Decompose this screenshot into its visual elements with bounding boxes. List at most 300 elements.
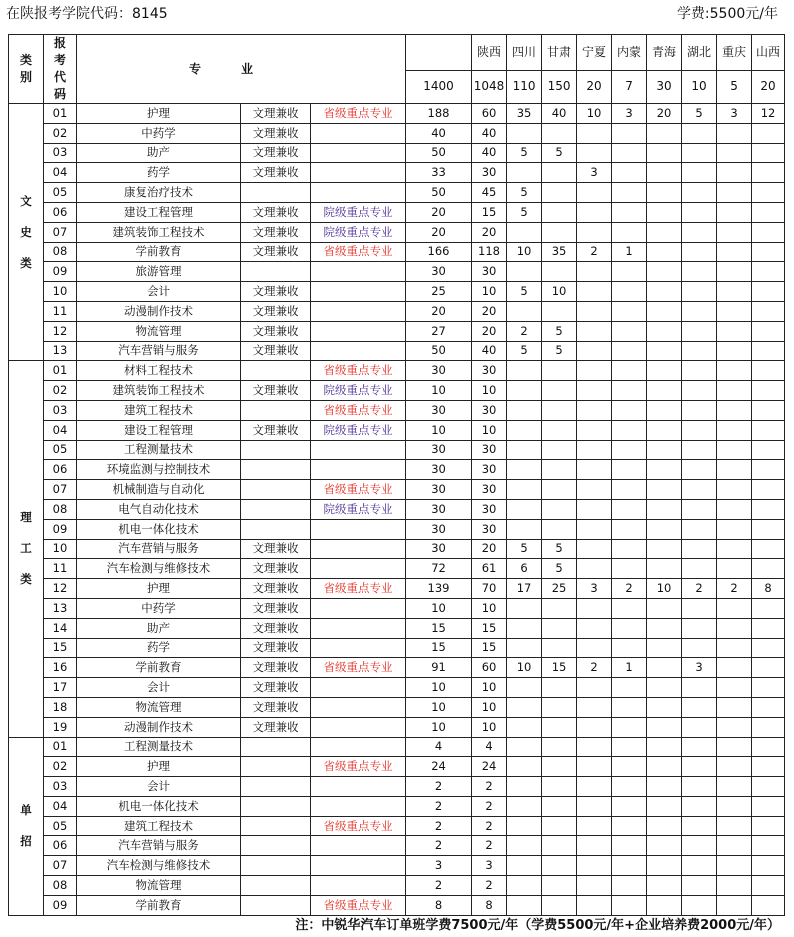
province-quota-cell [507, 499, 542, 519]
province-quota-cell [647, 519, 682, 539]
province-total: 5 [717, 70, 752, 103]
province-quota-cell [717, 816, 752, 836]
province-quota-cell [682, 242, 717, 262]
section-category-cell [9, 737, 44, 915]
province-quota-cell [717, 559, 752, 579]
province-quota-cell [717, 282, 752, 302]
total-cell: 25 [406, 282, 472, 302]
key-major-tag-cell [311, 539, 406, 559]
code-header-char: 考 [53, 53, 66, 67]
code-cell: 02 [44, 123, 77, 143]
province-quota-cell [507, 876, 542, 896]
total-cell: 2 [406, 816, 472, 836]
province-quota-cell: 61 [472, 559, 507, 579]
province-quota-cell [682, 816, 717, 836]
province-quota-cell [577, 856, 612, 876]
code-cell: 05 [44, 440, 77, 460]
province-quota-cell: 15 [472, 202, 507, 222]
province-header: 内蒙 [612, 35, 647, 71]
major-cell: 药学 [77, 638, 241, 658]
province-quota-cell [647, 856, 682, 876]
code-cell: 08 [44, 499, 77, 519]
province-quota-cell [717, 678, 752, 698]
total-cell: 10 [406, 420, 472, 440]
province-quota-cell [507, 777, 542, 797]
table-row [9, 638, 785, 658]
province-quota-cell [752, 816, 785, 836]
province-quota-cell [647, 262, 682, 282]
province-quota-cell: 2 [472, 796, 507, 816]
province-quota-cell [542, 381, 577, 401]
province-quota-cell [752, 717, 785, 737]
admission-mode-cell [241, 856, 311, 876]
province-quota-cell [682, 678, 717, 698]
province-quota-cell [647, 777, 682, 797]
province-quota-cell [577, 757, 612, 777]
admission-mode-cell: 文理兼收 [241, 579, 311, 599]
province-quota-cell [682, 499, 717, 519]
admission-mode-cell [241, 895, 311, 915]
province-quota-cell [752, 678, 785, 698]
province-quota-cell: 30 [472, 480, 507, 500]
province-quota-cell: 2 [472, 816, 507, 836]
province-quota-cell [717, 400, 752, 420]
province-quota-cell: 10 [507, 658, 542, 678]
province-quota-cell [682, 262, 717, 282]
total-cell: 2 [406, 876, 472, 896]
province-quota-cell [752, 856, 785, 876]
province-quota-cell [717, 836, 752, 856]
province-quota-cell [682, 321, 717, 341]
province-quota-cell: 10 [472, 598, 507, 618]
admission-mode-cell: 文理兼收 [241, 618, 311, 638]
province-quota-cell [577, 123, 612, 143]
province-quota-cell [612, 598, 647, 618]
major-cell: 护理 [77, 104, 241, 124]
total-cell: 10 [406, 697, 472, 717]
province-quota-cell [507, 163, 542, 183]
province-quota-cell [542, 183, 577, 203]
admission-mode-cell: 文理兼收 [241, 598, 311, 618]
province-quota-cell: 10 [647, 579, 682, 599]
province-quota-cell [647, 381, 682, 401]
province-quota-cell [682, 796, 717, 816]
total-header-blank [406, 35, 472, 71]
major-cell: 汽车检测与维修技术 [77, 856, 241, 876]
code-cell: 19 [44, 717, 77, 737]
province-quota-cell [682, 123, 717, 143]
code-cell: 13 [44, 598, 77, 618]
province-quota-cell [612, 440, 647, 460]
key-major-tag-cell [311, 876, 406, 896]
province-quota-cell [542, 697, 577, 717]
admission-mode-cell: 文理兼收 [241, 282, 311, 302]
province-quota-cell: 8 [752, 579, 785, 599]
key-major-tag-cell: 省级重点专业 [311, 757, 406, 777]
table-row [9, 499, 785, 519]
total-cell: 30 [406, 480, 472, 500]
key-major-tag-cell [311, 460, 406, 480]
province-quota-cell [507, 301, 542, 321]
admission-mode-cell [241, 262, 311, 282]
province-quota-cell: 5 [542, 559, 577, 579]
table-row [9, 836, 785, 856]
province-quota-cell [647, 202, 682, 222]
admission-mode-cell: 文理兼收 [241, 658, 311, 678]
province-header: 宁夏 [577, 35, 612, 71]
province-quota-cell [577, 796, 612, 816]
admission-mode-cell [241, 480, 311, 500]
province-quota-cell [542, 836, 577, 856]
admission-mode-cell [241, 361, 311, 381]
province-quota-cell [752, 460, 785, 480]
province-quota-cell [717, 737, 752, 757]
province-quota-cell [507, 836, 542, 856]
major-cell: 材料工程技术 [77, 361, 241, 381]
province-quota-cell: 24 [472, 757, 507, 777]
category-header [9, 35, 44, 104]
key-major-tag-cell: 省级重点专业 [311, 816, 406, 836]
table-row [9, 480, 785, 500]
code-header-char: 代 [53, 70, 66, 84]
province-quota-cell [682, 539, 717, 559]
table-row [9, 598, 785, 618]
province-quota-cell [542, 480, 577, 500]
province-quota-cell [577, 321, 612, 341]
province-quota-cell: 30 [472, 163, 507, 183]
code-cell: 09 [44, 895, 77, 915]
key-major-tag-cell [311, 697, 406, 717]
key-major-tag-cell [311, 856, 406, 876]
province-quota-cell [507, 895, 542, 915]
province-quota-cell [682, 440, 717, 460]
admission-mode-cell: 文理兼收 [241, 222, 311, 242]
province-quota-cell [577, 638, 612, 658]
province-quota-cell: 2 [507, 321, 542, 341]
table-row [9, 816, 785, 836]
province-quota-cell: 5 [542, 143, 577, 163]
code-cell: 11 [44, 301, 77, 321]
province-quota-cell [752, 777, 785, 797]
category-header-char: 类 [19, 53, 32, 67]
code-cell: 13 [44, 341, 77, 361]
province-quota-cell [542, 202, 577, 222]
major-cell: 建筑装饰工程技术 [77, 222, 241, 242]
key-major-tag-cell [311, 559, 406, 579]
table-row [9, 282, 785, 302]
province-header: 青海 [647, 35, 682, 71]
province-quota-cell: 5 [507, 183, 542, 203]
province-quota-cell: 5 [542, 321, 577, 341]
province-quota-cell [717, 460, 752, 480]
province-quota-cell [507, 381, 542, 401]
province-quota-cell [717, 361, 752, 381]
province-quota-cell [752, 658, 785, 678]
province-quota-cell: 15 [472, 618, 507, 638]
code-cell: 07 [44, 480, 77, 500]
province-quota-cell [717, 222, 752, 242]
province-quota-cell [647, 163, 682, 183]
major-cell: 物流管理 [77, 697, 241, 717]
admission-mode-cell: 文理兼收 [241, 123, 311, 143]
table-row [9, 895, 785, 915]
code-cell: 15 [44, 638, 77, 658]
province-quota-cell: 4 [472, 737, 507, 757]
province-quota-cell [752, 123, 785, 143]
province-quota-cell [577, 618, 612, 638]
key-major-tag-cell [311, 638, 406, 658]
province-quota-cell [542, 757, 577, 777]
province-quota-cell: 30 [472, 400, 507, 420]
code-cell: 12 [44, 579, 77, 599]
total-cell: 30 [406, 460, 472, 480]
province-total: 20 [752, 70, 785, 103]
major-cell: 建设工程管理 [77, 420, 241, 440]
province-quota-cell [717, 143, 752, 163]
province-quota-cell [682, 341, 717, 361]
province-quota-cell [612, 816, 647, 836]
province-quota-cell [647, 400, 682, 420]
province-quota-cell [577, 420, 612, 440]
province-quota-cell [752, 183, 785, 203]
province-quota-cell [752, 163, 785, 183]
province-quota-cell [752, 499, 785, 519]
province-quota-cell [647, 499, 682, 519]
code-cell: 04 [44, 420, 77, 440]
province-quota-cell [717, 420, 752, 440]
province-quota-cell [542, 856, 577, 876]
province-quota-cell [577, 678, 612, 698]
table-row [9, 123, 785, 143]
province-quota-cell: 3 [612, 104, 647, 124]
code-cell: 02 [44, 381, 77, 401]
total-cell: 30 [406, 519, 472, 539]
province-quota-cell [752, 638, 785, 658]
section-category-char: 单 [20, 803, 32, 818]
province-quota-cell [682, 876, 717, 896]
province-quota-cell [507, 697, 542, 717]
province-quota-cell: 15 [472, 638, 507, 658]
table-row [9, 796, 785, 816]
province-quota-cell: 2 [472, 876, 507, 896]
admission-mode-cell [241, 440, 311, 460]
province-quota-cell: 40 [472, 123, 507, 143]
table-row [9, 440, 785, 460]
tuition-text: 学费:5500元/年 [676, 6, 778, 22]
major-cell: 物流管理 [77, 321, 241, 341]
total-cell: 30 [406, 400, 472, 420]
province-quota-cell [682, 519, 717, 539]
code-cell: 04 [44, 796, 77, 816]
major-cell: 助产 [77, 618, 241, 638]
province-quota-cell [717, 499, 752, 519]
province-quota-cell [682, 856, 717, 876]
province-quota-cell [507, 420, 542, 440]
major-cell: 物流管理 [77, 876, 241, 896]
section-category-char: 工 [20, 541, 32, 556]
total-cell: 2 [406, 777, 472, 797]
total-cell: 20 [406, 222, 472, 242]
table-row [9, 876, 785, 896]
province-quota-cell [507, 856, 542, 876]
province-quota-cell [682, 460, 717, 480]
province-quota-cell [752, 737, 785, 757]
key-major-tag-cell: 院级重点专业 [311, 222, 406, 242]
province-quota-cell [577, 480, 612, 500]
key-major-tag-cell [311, 618, 406, 638]
province-quota-cell [647, 796, 682, 816]
province-quota-cell [577, 697, 612, 717]
code-cell: 01 [44, 104, 77, 124]
code-cell: 08 [44, 876, 77, 896]
table-row [9, 579, 785, 599]
province-quota-cell [647, 480, 682, 500]
major-cell: 会计 [77, 777, 241, 797]
province-quota-cell [682, 895, 717, 915]
province-quota-cell [612, 321, 647, 341]
province-quota-cell [612, 796, 647, 816]
province-quota-cell: 5 [507, 202, 542, 222]
admission-mode-cell [241, 737, 311, 757]
admission-mode-cell: 文理兼收 [241, 242, 311, 262]
section-category-char: 类 [20, 255, 32, 270]
province-quota-cell [577, 440, 612, 460]
total-cell: 10 [406, 678, 472, 698]
province-quota-cell: 2 [717, 579, 752, 599]
major-cell: 学前教育 [77, 658, 241, 678]
province-quota-cell [647, 618, 682, 638]
province-quota-cell [647, 301, 682, 321]
province-quota-cell [612, 480, 647, 500]
province-quota-cell: 40 [472, 341, 507, 361]
section-category-cell [9, 104, 44, 361]
province-quota-cell [752, 757, 785, 777]
province-quota-cell [577, 460, 612, 480]
province-header: 重庆 [717, 35, 752, 71]
admission-mode-cell: 文理兼收 [241, 301, 311, 321]
province-quota-cell: 30 [472, 262, 507, 282]
province-quota-cell: 40 [542, 104, 577, 124]
province-quota-cell: 30 [472, 460, 507, 480]
key-major-tag-cell [311, 163, 406, 183]
admission-mode-cell [241, 460, 311, 480]
province-quota-cell: 10 [472, 697, 507, 717]
key-major-tag-cell [311, 123, 406, 143]
province-total: 7 [612, 70, 647, 103]
major-cell: 动漫制作技术 [77, 301, 241, 321]
province-quota-cell [612, 420, 647, 440]
table-row [9, 420, 785, 440]
table-row [9, 697, 785, 717]
province-quota-cell [717, 440, 752, 460]
province-quota-cell [647, 420, 682, 440]
table-row [9, 777, 785, 797]
province-quota-cell [717, 242, 752, 262]
key-major-tag-cell: 院级重点专业 [311, 420, 406, 440]
key-major-tag-cell: 省级重点专业 [311, 895, 406, 915]
section-category-char: 招 [20, 834, 32, 849]
table-header-row [9, 35, 785, 71]
province-quota-cell: 6 [507, 559, 542, 579]
province-quota-cell [717, 697, 752, 717]
key-major-tag-cell: 院级重点专业 [311, 499, 406, 519]
key-major-tag-cell: 省级重点专业 [311, 579, 406, 599]
province-quota-cell [647, 361, 682, 381]
key-major-tag-cell: 省级重点专业 [311, 480, 406, 500]
province-total: 30 [647, 70, 682, 103]
province-quota-cell [647, 143, 682, 163]
province-quota-cell [577, 559, 612, 579]
province-quota-cell [752, 321, 785, 341]
province-quota-cell: 10 [472, 282, 507, 302]
province-quota-cell [612, 559, 647, 579]
table-row [9, 321, 785, 341]
province-quota-cell [752, 836, 785, 856]
page-header [6, 3, 778, 23]
table-row [9, 737, 785, 757]
section-category-char: 类 [20, 572, 32, 587]
total-cell: 10 [406, 381, 472, 401]
key-major-tag-cell [311, 143, 406, 163]
admission-mode-cell: 文理兼收 [241, 341, 311, 361]
key-major-tag-cell [311, 717, 406, 737]
admission-mode-cell [241, 499, 311, 519]
major-cell: 旅游管理 [77, 262, 241, 282]
province-total: 150 [542, 70, 577, 103]
province-quota-cell [682, 737, 717, 757]
province-quota-cell [577, 282, 612, 302]
province-quota-cell [542, 519, 577, 539]
key-major-tag-cell [311, 678, 406, 698]
province-quota-cell [612, 618, 647, 638]
total-cell: 72 [406, 559, 472, 579]
college-code-text: 在陕报考学院代码：8145 [6, 6, 168, 22]
province-quota-cell [682, 183, 717, 203]
province-quota-cell [647, 876, 682, 896]
province-quota-cell: 60 [472, 104, 507, 124]
province-quota-cell: 35 [542, 242, 577, 262]
province-quota-cell [612, 777, 647, 797]
admission-mode-cell: 文理兼收 [241, 539, 311, 559]
province-quota-cell: 2 [612, 579, 647, 599]
major-cell: 动漫制作技术 [77, 717, 241, 737]
province-quota-cell [612, 143, 647, 163]
admission-mode-cell: 文理兼收 [241, 321, 311, 341]
key-major-tag-cell: 院级重点专业 [311, 202, 406, 222]
major-cell: 汽车营销与服务 [77, 539, 241, 559]
major-cell: 机电一体化技术 [77, 796, 241, 816]
table-row [9, 202, 785, 222]
major-cell: 机电一体化技术 [77, 519, 241, 539]
admission-mode-cell: 文理兼收 [241, 163, 311, 183]
key-major-tag-cell [311, 301, 406, 321]
province-quota-cell: 35 [507, 104, 542, 124]
province-quota-cell [717, 658, 752, 678]
total-cell: 50 [406, 341, 472, 361]
province-quota-cell [542, 301, 577, 321]
table-row [9, 678, 785, 698]
code-cell: 01 [44, 737, 77, 757]
province-quota-cell [577, 717, 612, 737]
province-quota-cell [612, 361, 647, 381]
code-cell: 06 [44, 836, 77, 856]
province-quota-cell [647, 697, 682, 717]
section-category-char: 理 [20, 510, 32, 525]
province-quota-cell [612, 163, 647, 183]
province-quota-cell [647, 658, 682, 678]
province-quota-cell [717, 321, 752, 341]
province-quota-cell [752, 400, 785, 420]
